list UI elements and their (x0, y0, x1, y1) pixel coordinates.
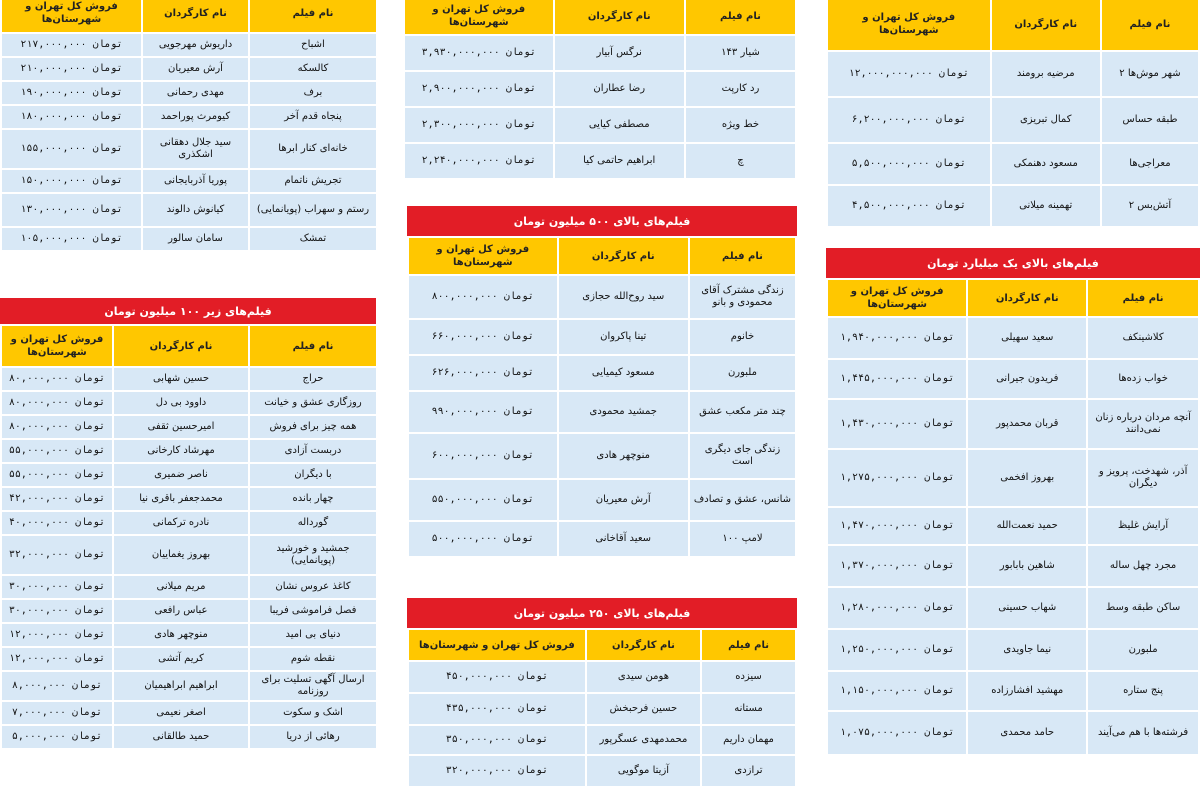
director-cell: هومن سیدی (587, 662, 700, 692)
director-cell: حسین فرحبخش (587, 694, 700, 724)
director-cell: مسعود کیمیایی (559, 356, 688, 390)
director-cell: شاهین بابابور (968, 546, 1086, 586)
table-panel-b (0, 324, 378, 750)
film-cell: ملبورن (690, 356, 795, 390)
director-cell: مرضیه برومند (992, 52, 1100, 96)
header-film: نام فیلم (690, 238, 795, 274)
sales-cell: ۱۸۰,۰۰۰,۰۰۰ تومان (2, 106, 141, 128)
panel-g (826, 248, 1200, 756)
film-cell: دنیای بی امید (250, 624, 376, 646)
table-row (2, 512, 376, 534)
director-cell: آرش معیریان (143, 58, 248, 80)
table-row (2, 702, 376, 724)
sales-cell: ۵۵,۰۰۰,۰۰۰ تومان (2, 464, 112, 486)
film-cell: برف (250, 82, 376, 104)
sales-cell: ۱۲,۰۰۰,۰۰۰ تومان (2, 624, 112, 646)
sales-cell: ۵۰۰,۰۰۰,۰۰۰ تومان (409, 522, 557, 556)
sales-cell: ۱۲,۰۰۰,۰۰۰,۰۰۰ تومان (828, 52, 990, 96)
sales-cell: ۱۰۵,۰۰۰,۰۰۰ تومان (2, 228, 141, 250)
film-cell: روزگاری عشق و خیانت (250, 392, 376, 414)
header-film: نام فیلم (1088, 280, 1198, 316)
film-cell: اشک و سکوت (250, 702, 376, 724)
film-cell: مهمان داریم (702, 726, 795, 754)
panel-d-title: فیلم‌های بالای ۵۰۰ میلیون تومان (407, 206, 797, 236)
table-row (2, 58, 376, 80)
table-row (2, 34, 376, 56)
director-cell: فریدون جیرانی (968, 360, 1086, 398)
header-director: نام کارگردان (559, 238, 688, 274)
table-row (409, 522, 795, 556)
film-cell: معراجی‌ها (1102, 144, 1198, 184)
sales-cell: ۸۰,۰۰۰,۰۰۰ تومان (2, 416, 112, 438)
film-cell: اشباح (250, 34, 376, 56)
film-cell: دربست آزادی (250, 440, 376, 462)
header-film: نام فیلم (250, 0, 376, 32)
sales-cell: ۲,۳۰۰,۰۰۰,۰۰۰ تومان (405, 108, 553, 142)
director-cell: آزیتا موگویی (587, 756, 700, 786)
table-row (2, 726, 376, 748)
film-cell: آنچه مردان درباره زنان نمی‌دانند (1088, 400, 1198, 448)
director-cell: تینا پاکروان (559, 320, 688, 354)
sales-cell: ۶۰۰,۰۰۰,۰۰۰ تومان (409, 434, 557, 478)
sales-cell: ۱,۳۷۰,۰۰۰,۰۰۰ تومان (828, 546, 966, 586)
director-cell: کریم آتشی (114, 648, 248, 670)
director-cell: بهروز افخمی (968, 450, 1086, 506)
header-director: نام کارگردان (587, 630, 700, 660)
sales-cell: ۱۵۵,۰۰۰,۰۰۰ تومان (2, 130, 141, 168)
table-row (409, 756, 795, 786)
film-cell: شهر موش‌ها ۲ (1102, 52, 1198, 96)
table-row (2, 194, 376, 226)
film-cell: کاغذ عروس نشان (250, 576, 376, 598)
film-cell: رستم و سهراب (پویانمایی) (250, 194, 376, 226)
table-row (828, 360, 1198, 398)
table-row (409, 276, 795, 318)
sales-cell: ۱۹۰,۰۰۰,۰۰۰ تومان (2, 82, 141, 104)
sales-cell: ۱۲,۰۰۰,۰۰۰ تومان (2, 648, 112, 670)
film-cell: زندگی جای دیگری است (690, 434, 795, 478)
table-row (2, 648, 376, 670)
sales-cell: ۳۵۰,۰۰۰,۰۰۰ تومان (409, 726, 585, 754)
film-cell: خانوم (690, 320, 795, 354)
director-cell: مریم میلانی (114, 576, 248, 598)
panel-c (403, 0, 797, 180)
table-row (2, 416, 376, 438)
sales-cell: ۷,۰۰۰,۰۰۰ تومان (2, 702, 112, 724)
director-cell: سید جلال دهقانی اشکذری (143, 130, 248, 168)
film-cell: تمشک (250, 228, 376, 250)
table-row (2, 464, 376, 486)
director-cell: حمید طالقانی (114, 726, 248, 748)
table-row (405, 72, 795, 106)
table-row (405, 144, 795, 178)
table-row (2, 440, 376, 462)
table-row (2, 130, 376, 168)
film-cell: فرشته‌ها با هم می‌آیند (1088, 712, 1198, 754)
director-cell: ابراهیم حاتمی کیا (555, 144, 684, 178)
director-cell: حامد محمدی (968, 712, 1086, 754)
table-row (2, 106, 376, 128)
table-panel-a (0, 0, 378, 252)
film-cell: مستانه (702, 694, 795, 724)
table-row (828, 186, 1198, 226)
sales-cell: ۴۳۵,۰۰۰,۰۰۰ تومان (409, 694, 585, 724)
film-cell: کلاشینکف (1088, 318, 1198, 358)
film-cell: زندگی مشترک آقای محمودی و بانو (690, 276, 795, 318)
director-cell: محمدجعفر باقری نیا (114, 488, 248, 510)
director-cell: حسین شهابی (114, 368, 248, 390)
table-row (2, 392, 376, 414)
film-cell: ملبورن (1088, 630, 1198, 670)
panel-f (826, 0, 1200, 228)
director-cell: سعید سهیلی (968, 318, 1086, 358)
film-cell: شانس، عشق و تصادف (690, 480, 795, 520)
director-cell: کیومرث پوراحمد (143, 106, 248, 128)
sales-cell: ۲,۲۴۰,۰۰۰,۰۰۰ تومان (405, 144, 553, 178)
director-cell: مسعود دهنمکی (992, 144, 1100, 184)
film-cell: تجریش ناتمام (250, 170, 376, 192)
director-cell: ناصر ضمیری (114, 464, 248, 486)
director-cell: آرش معیریان (559, 480, 688, 520)
director-cell: تهمینه میلانی (992, 186, 1100, 226)
sales-cell: ۳۲۰,۰۰۰,۰۰۰ تومان (409, 756, 585, 786)
table-row (828, 546, 1198, 586)
director-cell: مهشید افشارزاده (968, 672, 1086, 710)
table-row (409, 694, 795, 724)
sales-cell: ۴۲,۰۰۰,۰۰۰ تومان (2, 488, 112, 510)
film-cell: با دیگران (250, 464, 376, 486)
film-cell: ساکن طبقه وسط (1088, 588, 1198, 628)
sales-cell: ۸۰,۰۰۰,۰۰۰ تومان (2, 368, 112, 390)
director-cell: منوچهر هادی (559, 434, 688, 478)
header-sales: فروش کل تهران و شهرستان‌ها (405, 0, 553, 34)
film-cell: شیار ۱۴۳ (686, 36, 795, 70)
film-cell: پنجاه قدم آخر (250, 106, 376, 128)
director-cell: داریوش مهرجویی (143, 34, 248, 56)
sales-cell: ۱,۴۷۰,۰۰۰,۰۰۰ تومان (828, 508, 966, 544)
sales-cell: ۵۵۰,۰۰۰,۰۰۰ تومان (409, 480, 557, 520)
header-director: نام کارگردان (114, 326, 248, 366)
director-cell: نادره ترکمانی (114, 512, 248, 534)
director-cell: اصغر نعیمی (114, 702, 248, 724)
sales-cell: ۶۶۰,۰۰۰,۰۰۰ تومان (409, 320, 557, 354)
sales-cell: ۱,۲۷۵,۰۰۰,۰۰۰ تومان (828, 450, 966, 506)
sales-cell: ۶,۲۰۰,۰۰۰,۰۰۰ تومان (828, 98, 990, 142)
table-row (828, 400, 1198, 448)
sales-cell: ۲,۹۰۰,۰۰۰,۰۰۰ تومان (405, 72, 553, 106)
panel-e (407, 598, 797, 788)
table-row (2, 170, 376, 192)
sales-cell: ۱,۲۸۰,۰۰۰,۰۰۰ تومان (828, 588, 966, 628)
table-row (2, 228, 376, 250)
director-cell: رضا عطاران (555, 72, 684, 106)
film-cell: جمشید و خورشید (پویانمایی) (250, 536, 376, 574)
film-cell: چهار بانده (250, 488, 376, 510)
film-cell: چند متر مکعب عشق (690, 392, 795, 432)
film-cell: مجرد چهل ساله (1088, 546, 1198, 586)
film-cell: گورداله (250, 512, 376, 534)
film-cell: رهائی از دریا (250, 726, 376, 748)
sales-cell: ۳,۹۳۰,۰۰۰,۰۰۰ تومان (405, 36, 553, 70)
sales-cell: ۴۰,۰۰۰,۰۰۰ تومان (2, 512, 112, 534)
director-cell: داوود بی دل (114, 392, 248, 414)
table-row (409, 434, 795, 478)
director-cell: عباس رافعی (114, 600, 248, 622)
director-cell: سعید آقاخانی (559, 522, 688, 556)
sales-cell: ۳۲,۰۰۰,۰۰۰ تومان (2, 536, 112, 574)
director-cell: سامان سالور (143, 228, 248, 250)
film-cell: کالسکه (250, 58, 376, 80)
table-panel-d (407, 236, 797, 558)
film-cell: سیزده (702, 662, 795, 692)
sales-cell: ۹۹۰,۰۰۰,۰۰۰ تومان (409, 392, 557, 432)
table-row (405, 36, 795, 70)
table-panel-c (403, 0, 797, 180)
director-cell: کیانوش دالوند (143, 194, 248, 226)
header-sales: فروش کل تهران و شهرستان‌ها (2, 326, 112, 366)
film-cell: ارسال آگهی تسلیت برای روزنامه (250, 672, 376, 700)
header-film: نام فیلم (702, 630, 795, 660)
sales-cell: ۸,۰۰۰,۰۰۰ تومان (2, 672, 112, 700)
director-cell: پوریا آذربایجانی (143, 170, 248, 192)
film-cell: پنج ستاره (1088, 672, 1198, 710)
panel-g-title: فیلم‌های بالای یک میلیارد تومان (826, 248, 1200, 278)
sales-cell: ۱۵۰,۰۰۰,۰۰۰ تومان (2, 170, 141, 192)
director-cell: قربان محمدپور (968, 400, 1086, 448)
film-cell: طبقه حساس (1102, 98, 1198, 142)
table-row (828, 318, 1198, 358)
director-cell: مهرشاد کارخانی (114, 440, 248, 462)
header-film: نام فیلم (250, 326, 376, 366)
film-cell: آتش‌بس ۲ (1102, 186, 1198, 226)
header-film: نام فیلم (1102, 0, 1198, 50)
header-sales: فروش کل تهران و شهرستان‌ها (828, 0, 990, 50)
director-cell: جمشید محمودی (559, 392, 688, 432)
director-cell: امیرحسین ثقفی (114, 416, 248, 438)
header-sales: فروش کل تهران و شهرستان‌ها (409, 630, 585, 660)
panel-b (0, 298, 376, 750)
film-cell: حراج (250, 368, 376, 390)
director-cell: سید روح‌الله حجازی (559, 276, 688, 318)
table-row (828, 98, 1198, 142)
director-cell: حمید نعمت‌الله (968, 508, 1086, 544)
header-director: نام کارگردان (143, 0, 248, 32)
director-cell: مصطفی کیایی (555, 108, 684, 142)
table-row (2, 488, 376, 510)
sales-cell: ۱,۲۵۰,۰۰۰,۰۰۰ تومان (828, 630, 966, 670)
film-cell: خواب زده‌ها (1088, 360, 1198, 398)
film-cell: نقطه شوم (250, 648, 376, 670)
header-sales: فروش کل تهران و شهرستان‌ها (409, 238, 557, 274)
table-row (405, 108, 795, 142)
table-row (409, 726, 795, 754)
film-cell: خط ویژه (686, 108, 795, 142)
sales-cell: ۶۲۶,۰۰۰,۰۰۰ تومان (409, 356, 557, 390)
table-row (2, 576, 376, 598)
table-row (2, 82, 376, 104)
table-row (409, 480, 795, 520)
header-film: نام فیلم (686, 0, 795, 34)
table-row (2, 600, 376, 622)
panel-d (407, 206, 797, 558)
table-row (2, 536, 376, 574)
film-cell: چ (686, 144, 795, 178)
header-director: نام کارگردان (555, 0, 684, 34)
sales-cell: ۲۱۰,۰۰۰,۰۰۰ تومان (2, 58, 141, 80)
sales-cell: ۴۵۰,۰۰۰,۰۰۰ تومان (409, 662, 585, 692)
panel-b-title: فیلم‌های زیر ۱۰۰ میلیون تومان (0, 298, 376, 324)
sales-cell: ۳۰,۰۰۰,۰۰۰ تومان (2, 600, 112, 622)
table-row (828, 672, 1198, 710)
film-cell: رد کارپت (686, 72, 795, 106)
film-cell: همه چیز برای فروش (250, 416, 376, 438)
table-row (2, 368, 376, 390)
director-cell: بهروز یغماییان (114, 536, 248, 574)
film-cell: ترازدی (702, 756, 795, 786)
table-row (828, 630, 1198, 670)
sales-cell: ۱,۱۵۰,۰۰۰,۰۰۰ تومان (828, 672, 966, 710)
table-row (409, 356, 795, 390)
director-cell: نرگس آبیار (555, 36, 684, 70)
film-cell: خانه‌ای کنار ابرها (250, 130, 376, 168)
sales-cell: ۲۱۷,۰۰۰,۰۰۰ تومان (2, 34, 141, 56)
table-panel-g (826, 278, 1200, 756)
table-row (409, 662, 795, 692)
panel-e-title: فیلم‌های بالای ۲۵۰ میلیون تومان (407, 598, 797, 628)
table-row (409, 392, 795, 432)
table-row (828, 588, 1198, 628)
sales-cell: ۱,۹۴۰,۰۰۰,۰۰۰ تومان (828, 318, 966, 358)
sales-cell: ۱۳۰,۰۰۰,۰۰۰ تومان (2, 194, 141, 226)
sales-cell: ۵۵,۰۰۰,۰۰۰ تومان (2, 440, 112, 462)
director-cell: مهدی رحمانی (143, 82, 248, 104)
film-cell: فصل فراموشی فریبا (250, 600, 376, 622)
table-row (828, 712, 1198, 754)
sales-cell: ۸۰,۰۰۰,۰۰۰ تومان (2, 392, 112, 414)
table-row (2, 672, 376, 700)
sales-cell: ۸۰۰,۰۰۰,۰۰۰ تومان (409, 276, 557, 318)
director-cell: شهاب حسینی (968, 588, 1086, 628)
sales-cell: ۱,۰۷۵,۰۰۰,۰۰۰ تومان (828, 712, 966, 754)
header-director: نام کارگردان (968, 280, 1086, 316)
sales-cell: ۱,۴۴۵,۰۰۰,۰۰۰ تومان (828, 360, 966, 398)
header-sales: فروش کل تهران و شهرستان‌ها (828, 280, 966, 316)
sales-cell: ۱,۴۳۰,۰۰۰,۰۰۰ تومان (828, 400, 966, 448)
film-cell: لامپ ۱۰۰ (690, 522, 795, 556)
table-row (828, 144, 1198, 184)
table-row (828, 508, 1198, 544)
director-cell: کمال تبریزی (992, 98, 1100, 142)
director-cell: محمدمهدی عسگرپور (587, 726, 700, 754)
director-cell: منوچهر هادی (114, 624, 248, 646)
sales-cell: ۵,۵۰۰,۰۰۰,۰۰۰ تومان (828, 144, 990, 184)
table-row (828, 450, 1198, 506)
sales-cell: ۳۰,۰۰۰,۰۰۰ تومان (2, 576, 112, 598)
table-row (828, 52, 1198, 96)
header-director: نام کارگردان (992, 0, 1100, 50)
table-row (2, 624, 376, 646)
director-cell: نیما جاویدی (968, 630, 1086, 670)
sales-cell: ۵,۰۰۰,۰۰۰ تومان (2, 726, 112, 748)
film-cell: آرایش غلیظ (1088, 508, 1198, 544)
director-cell: ابراهیم ابراهیمیان (114, 672, 248, 700)
film-cell: آذر، شهدخت، پرویز و دیگران (1088, 450, 1198, 506)
panel-a (0, 0, 376, 252)
table-panel-f (826, 0, 1200, 228)
sales-cell: ۴,۵۰۰,۰۰۰,۰۰۰ تومان (828, 186, 990, 226)
header-sales: فروش کل تهران و شهرستان‌ها (2, 0, 141, 32)
table-panel-e (407, 628, 797, 788)
table-row (409, 320, 795, 354)
